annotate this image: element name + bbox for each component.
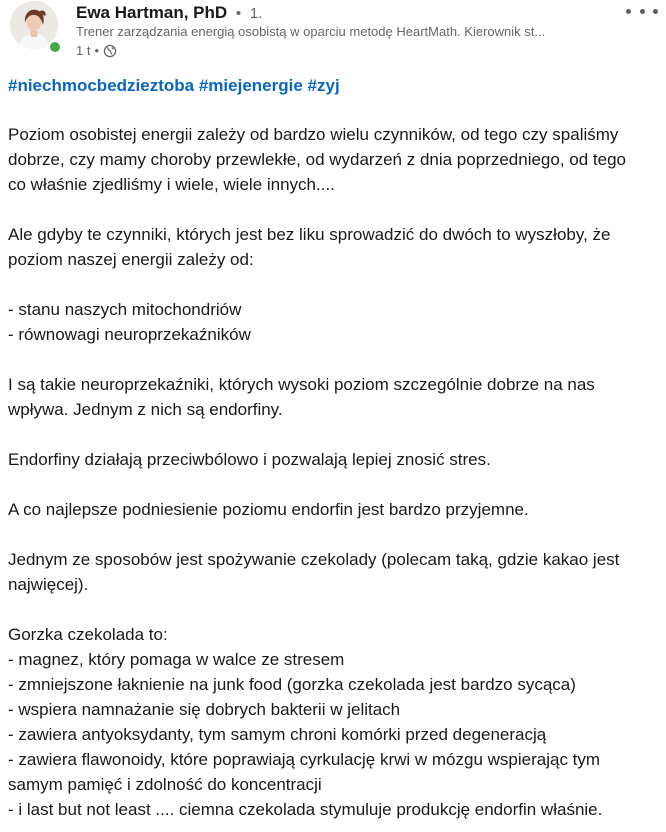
body-line: - i last but not least .... ciemna czekolada stymuluje produkcję endorfin właśnie. — [8, 800, 603, 819]
more-dot — [640, 9, 645, 14]
body-line: - zmniejszone łaknienie na junk food (gorzka czekolada jest bardzo sycąca) — [8, 675, 576, 694]
body-line: poziom naszej energii zależy od: — [8, 250, 254, 269]
body-line: - magnez, który pomaga w walce ze stresem — [8, 650, 345, 669]
body-line: Gorzka czekolada to: — [8, 625, 168, 644]
body-line: - zawiera flawonoidy, które poprawiają cyrkulację krwi w mózgu wspierając tym — [8, 750, 601, 769]
body-line: wpływa. Jednym z nich są endorfiny. — [8, 400, 283, 419]
author-name[interactable]: Ewa Hartman, PhD — [76, 3, 228, 22]
body-line: - wspiera namnażanie się dobrych bakterii w jelitach — [8, 700, 401, 719]
body-line: dobrze, czy mamy choroby przewlekłe, od wydarzeń z dnia poprzedniego, od tego — [8, 150, 627, 169]
body-line: - stanu naszych mitochondriów — [8, 300, 242, 319]
body-line: - zawiera antyoksydanty, tym samym chroni komórki przed degeneracją — [8, 725, 547, 744]
meta-separator: • — [94, 43, 100, 58]
body-line: A co najlepsze podniesienie poziomu endorfin jest bardzo przyjemne. — [8, 500, 529, 519]
body-line: Ale gdyby te czynniki, których jest bez liku sprowadzić do dwóch to wyszłoby, że — [8, 225, 611, 244]
author-separator: • — [235, 5, 242, 22]
author-line — [76, 2, 262, 24]
globe-icon — [103, 44, 117, 58]
connection-degree: 1. — [249, 5, 263, 22]
body-line: samym pamięć i zdolność do koncentracji — [8, 775, 322, 794]
body-line: - równowagi neuroprzekaźników — [8, 325, 251, 344]
hashtag-link[interactable]: #miejenergie — [198, 76, 303, 95]
more-dot — [653, 9, 658, 14]
post-meta — [76, 43, 117, 59]
body-line: I są takie neuroprzekaźniki, których wysoki poziom szczególnie dobrze na nas — [8, 375, 595, 394]
more-options-icon[interactable] — [626, 4, 658, 18]
post-time: 1 t — [76, 43, 91, 58]
body-line: Endorfiny działają przeciwbólowo i pozwalają lepiej znosić stres. — [8, 450, 491, 469]
body-line: co właśnie zjedliśmy i wiele, wiele innych.... — [8, 175, 335, 194]
body-line: Poziom osobistej energii zależy od bardzo wielu czynników, od tego czy spaliśmy — [8, 125, 619, 144]
more-dot — [626, 9, 631, 14]
body-line: Jednym ze sposobów jest spożywanie czekolady (polecam taką, gdzie kakao jest — [8, 550, 620, 569]
body-line: najwięcej). — [8, 575, 89, 594]
online-status-icon — [48, 40, 62, 54]
hashtag-link[interactable]: #niechmocbedzieztoba — [8, 76, 195, 95]
hashtag-line — [8, 74, 340, 98]
author-headline: Trener zarządzania energią osobistą w oparciu metodę HeartMath. Kierownik st... — [76, 24, 546, 39]
hashtag-link[interactable]: #zyj — [307, 76, 340, 95]
